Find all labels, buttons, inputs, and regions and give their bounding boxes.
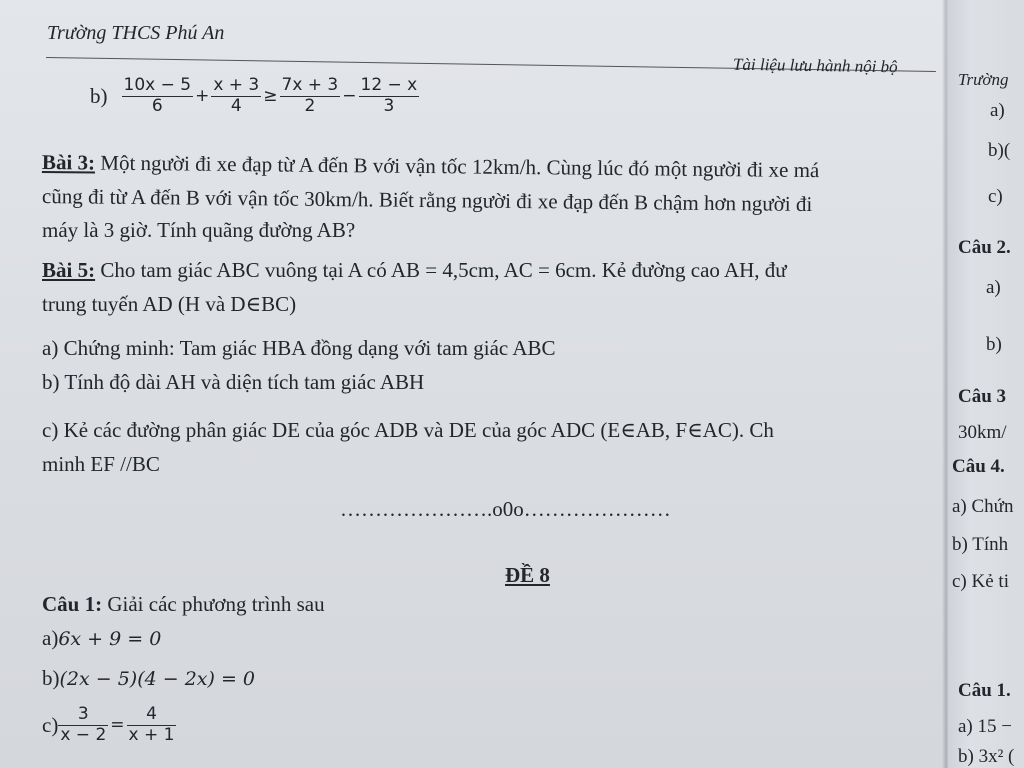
bai5-line1: Bài 5: Cho tam giác ABC vuông tại A có AB = 4,5cm, AC = 6cm. Kẻ đường cao AH, đư — [42, 258, 787, 282]
right-page — [948, 0, 1024, 768]
exam-title: ĐỀ 8 — [505, 563, 550, 587]
bai3-line1: Bài 3: Một người đi xe đạp từ A đến B với vận tốc 12km/h. Cùng lúc đó một người đi xe má — [41, 150, 820, 183]
internal-doc-note: Tài liệu lưu hành nội bộ — [732, 54, 898, 77]
inequality-b-label: b) — [90, 83, 108, 108]
bai5-part-b: b) Tính độ dài AH và diện tích tam giác ABH — [42, 370, 425, 394]
right-item: c) — [988, 186, 1003, 207]
right-item: Câu 4. — [952, 456, 1005, 477]
right-item: Câu 2. — [958, 237, 1011, 258]
fraction-2: $\frac{x + 3}{4}$ — [213, 75, 260, 116]
school-name: Trường THCS Phú An — [47, 22, 225, 44]
fraction-3: $\frac{7x + 3}{2}$ — [281, 75, 339, 116]
right-item: Câu 1. — [958, 680, 1011, 701]
cau1-heading: Câu 1: Giải các phương trình sau — [42, 592, 325, 616]
right-item: a) — [986, 277, 1001, 298]
right-school: Trường — [958, 70, 1009, 89]
right-item: Câu 3 — [958, 386, 1007, 407]
fraction-1: $\frac{10x - 5}{6}$ — [123, 75, 192, 116]
right-item: b) Tính — [952, 534, 1009, 555]
fraction-4: $\frac{12 - x}{3}$ — [360, 75, 418, 116]
cau1-b: b)(2x − 5)(4 − 2x) = 0 — [42, 666, 256, 690]
bai5-part-a: a) Chứng minh: Tam giác HBA đồng dạng với tam giác ABC — [42, 336, 556, 360]
fraction-c1: $\frac{3}{x - 2}$ — [60, 704, 107, 745]
bai5-part-c-line2: minh EF //BC — [42, 452, 160, 476]
right-item: b)( — [988, 140, 1011, 161]
right-item: a) Chứn — [952, 496, 1014, 517]
bai3-line3: máy là 3 giờ. Tính quãng đường AB? — [42, 218, 356, 242]
bai3-line2: cũng đi từ A đến B với vận tốc 30km/h. Biết rằng người đi xe đạp đến B chậm hơn người đi — [41, 184, 813, 217]
right-item: b) — [986, 334, 1002, 355]
inequality-b: b) $\frac{10x - 5}{6}$ + $\frac{x + 3}{4}$ ≥ $\frac{7x + 3}{2}$ − $\frac{12 - x}{3}$ — [90, 75, 418, 116]
right-item: 30km/ — [958, 422, 1007, 443]
cau1-a: a)6x + 9 = 0 — [42, 626, 162, 650]
fraction-c2: $\frac{4}{x + 1}$ — [128, 704, 175, 745]
right-item: b) 3x² ( — [958, 746, 1015, 767]
right-item: a) 15 − — [958, 716, 1012, 737]
right-item: a) — [990, 100, 1005, 121]
section-separator: ………………….o0o………………… — [340, 497, 671, 521]
bai5-part-c-line1: c) Kẻ các đường phân giác DE của góc ADB và DE của góc ADC (E∈AB, F∈AC). Ch — [42, 418, 774, 442]
right-item: c) Kẻ ti — [952, 571, 1009, 592]
bai5-line2: trung tuyến AD (H và D∈BC) — [42, 292, 297, 316]
cau1-c: c) $\frac{3}{x - 2}$ = $\frac{4}{x + 1}$ — [42, 704, 175, 745]
